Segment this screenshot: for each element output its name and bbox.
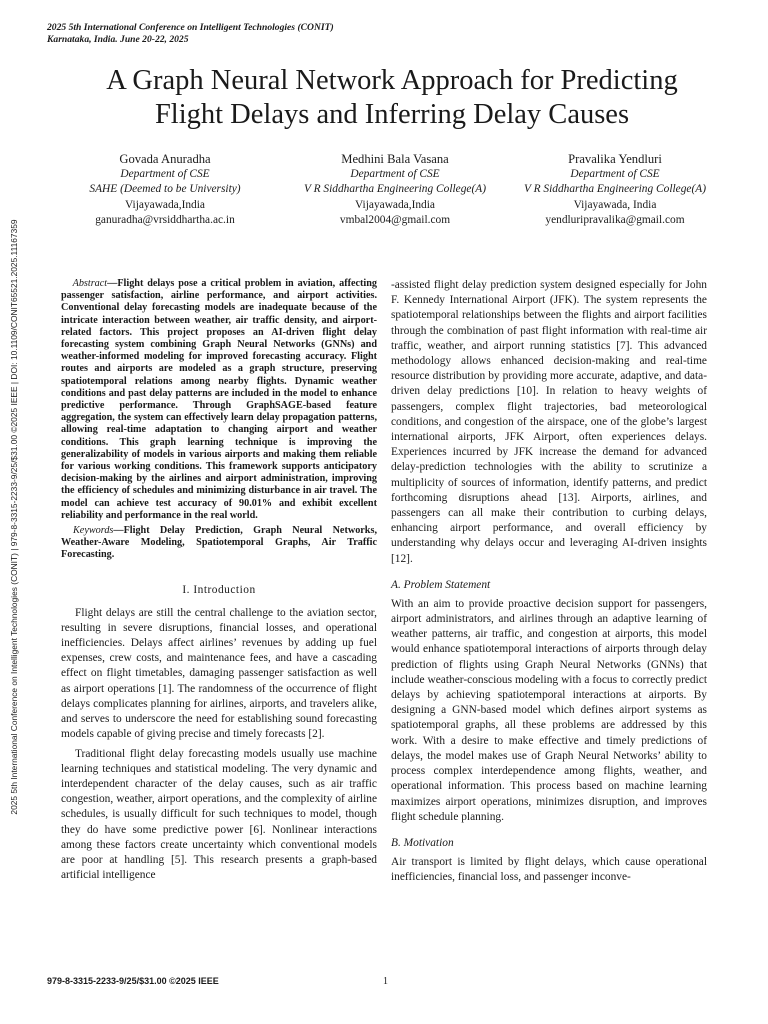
conference-header [47, 22, 334, 46]
author-email[interactable]: yendluripravalika@gmail.com [545, 213, 685, 226]
title-line-1: A Graph Neural Network Approach for Predicting [106, 65, 678, 96]
author-email[interactable]: vmbal2004@gmail.com [339, 213, 451, 226]
left-column [61, 278, 377, 883]
problem-statement-paragraph: With an aim to provide proactive decision support for passengers, airport administrators, and airlines through an adaptive learning of weather patterns, air traffic, and congestion at airports, this model would enhance spatiotemporal interactions of airports through delay prediction of flights using Graph Neural Networks (GNNs) that include weather-conscious modeling with a focus to correctly predict delays by achieving spatiotemporal interactions at airports. By designing a GNN-based model which defines airport systems as spatiotemporal graphs, all these problems are addressed by this work. With a desire to make effective and timely predictions of delays, the model makes use of Graph Neural Networks’ ability to process complex interdependence among flights, weather, and operational information. This process based on machine learning maximizes airport operations, minimizes disruption, and improves flight schedule planning. [391, 597, 707, 823]
author-name: Govada Anuradha [119, 152, 211, 166]
author-institution: V R Siddhartha Engineering College(A) [303, 183, 486, 196]
motivation-paragraph: Air transport is limited by flight delays, which cause operational inefficiencies, financial loss, and passenger inconve- [391, 855, 707, 884]
abstract [61, 278, 377, 522]
author-1 [50, 152, 280, 228]
title-line-2: Flight Delays and Inferring Delay Causes [154, 99, 630, 130]
author-city: Vijayawada,India [125, 198, 205, 211]
subsection-heading-motivation: B. Motivation [391, 836, 454, 849]
author-institution: SAHE (Deemed to be University) [89, 183, 241, 196]
author-city: Vijayawada,India [355, 198, 435, 211]
abstract-label: Abstract [72, 278, 108, 289]
author-department: Department of CSE [350, 168, 440, 181]
page-number: 1 [383, 976, 388, 987]
conference-name: 2025 5th International Conference on Intelligent Technologies (CONIT) [47, 22, 334, 33]
author-2 [280, 152, 510, 228]
keywords-label: Keywords [73, 525, 114, 537]
intro-paragraph-2: Traditional flight delay forecasting models usually use machine learning techniques and statistical modeling. The very dynamic and interdependent character of the delay causes, such as air traffic congestion, weather, airport operations, and the complexity of airline schedules, is usually difficult for such techniques to model, though they do have some predictive power [6]. Nonlinear interactions among these factors create uncertainty which conventional models are poor at handling [5]. This research presents a graph-based artificial intelligence [61, 747, 377, 882]
author-institution: V R Siddhartha Engineering College(A) [523, 183, 706, 196]
section-heading-introduction: I. Introduction [182, 583, 256, 596]
intro-paragraph-3: -assisted flight delay prediction system designed especially for John F. Kennedy International Airport (JFK). The system represents the spatiotemporal relationships between the flights and airport facilities through the combination of past flight information with real-time air traffic, weather, and airport running statistics [7]. This advanced methodology allows enhanced decision-making and real-time resource distribution by providing more accurate, adaptive, and data-driven delay predictions [10]. In relation to heavy weights of passengers, complex flight trajectories, bad meteorological conditions, and congestion of the airspace, one of the globe’s largest international airports, JFK Airport, often experiences delays. Experiences incurred by JFK increase the demand for advanced delay-prediction technologies with the ability to scrutinize a multiplicity of sources of information, identify patterns, and predict forthcoming disruptions ahead [13]. Airports, airlines, and passengers can all make their contribution to curbing delays, enhancing airport performance, and overall efficiency by understanding why delays occur and leveraging AI-driven insights [12]. [391, 279, 707, 565]
intro-paragraph-1: Flight delays are still the central challenge to the aviation sector, resulting in severe disruptions, financial losses, and operational inefficiencies. Delays affect airlines’ revenues by adding up fuel expenses, crew costs, and maintenance fees, and have a cascading effect on flight timetables, damaging passenger satisfaction as well as airport operations [1]. The randomness of the occurrence of flight delays complicates planning for airlines, airports, and travelers alike, and serves to underscore the need for establishing sound forecasting models capable of giving precise and timely forecasts [2]. [61, 606, 377, 741]
paper-title [40, 64, 744, 132]
author-email[interactable]: ganuradha@vrsiddhartha.ac.in [95, 213, 235, 226]
author-3 [500, 152, 730, 228]
author-name: Medhini Bala Vasana [341, 152, 449, 166]
author-department: Department of CSE [570, 168, 660, 181]
author-name: Pravalika Yendluri [568, 152, 662, 166]
abstract-text: —Flight delays pose a critical problem in aviation, affecting passenger satisfaction, airline performance, and airport activities. Conventional delay forecasting models are inadequate because of the intricate interaction between weather, air traffic density, and airport-related factors. This project proposes an AI-driven flight delay forecasting system combining Graph Neural Networks (GNNs) and weather-informed modeling for improved forecasting accuracy. Flight routes and airports are modeled as a graph structure, preserving spatiotemporal relations among nearby flights. Dynamic weather conditions and past delay patterns are included in the model to enhance predictive performance. Through GraphSAGE-based feature aggregation, the system can effectively learn delay propagation patterns, allowing real-time adaptation to changing airport and weather conditions. This graph learning technique is improving the generalizability of models in various airports and making them reliable for various working conditions. This framework supports anticipatory decision-making by the airlines and airport administration, improving the efficiency of schedules and minimizing disturbance in air travel. The model can achieve test accuracy of 90.01% and exhibit excellent reliability and performance in the real world. [61, 278, 378, 521]
keywords [61, 525, 377, 562]
keywords-text: —Flight Delay Prediction, Graph Neural Networks, Weather-Aware Modeling, Spatiotemporal Graphs, Air Traffic Forecasting. [61, 525, 377, 561]
subsection-heading-problem-statement: A. Problem Statement [391, 578, 491, 591]
footer-copyright: 979-8-3315-2233-9/25/$31.00 ©2025 IEEE [47, 976, 219, 986]
author-department: Department of CSE [120, 168, 210, 181]
side-doi-strip: 2025 5th International Conference on Intelligent Technologies (CONIT) | 979-8-3315-2233-9/25/$31.00 ©2025 IEEE | DOI: 10.1109/CONIT65521.2025.11167359 [9, 219, 19, 815]
conference-location: Karnataka, India. June 20-22, 2025 [47, 34, 189, 45]
right-column [391, 278, 707, 885]
author-city: Vijayawada, India [573, 198, 657, 211]
